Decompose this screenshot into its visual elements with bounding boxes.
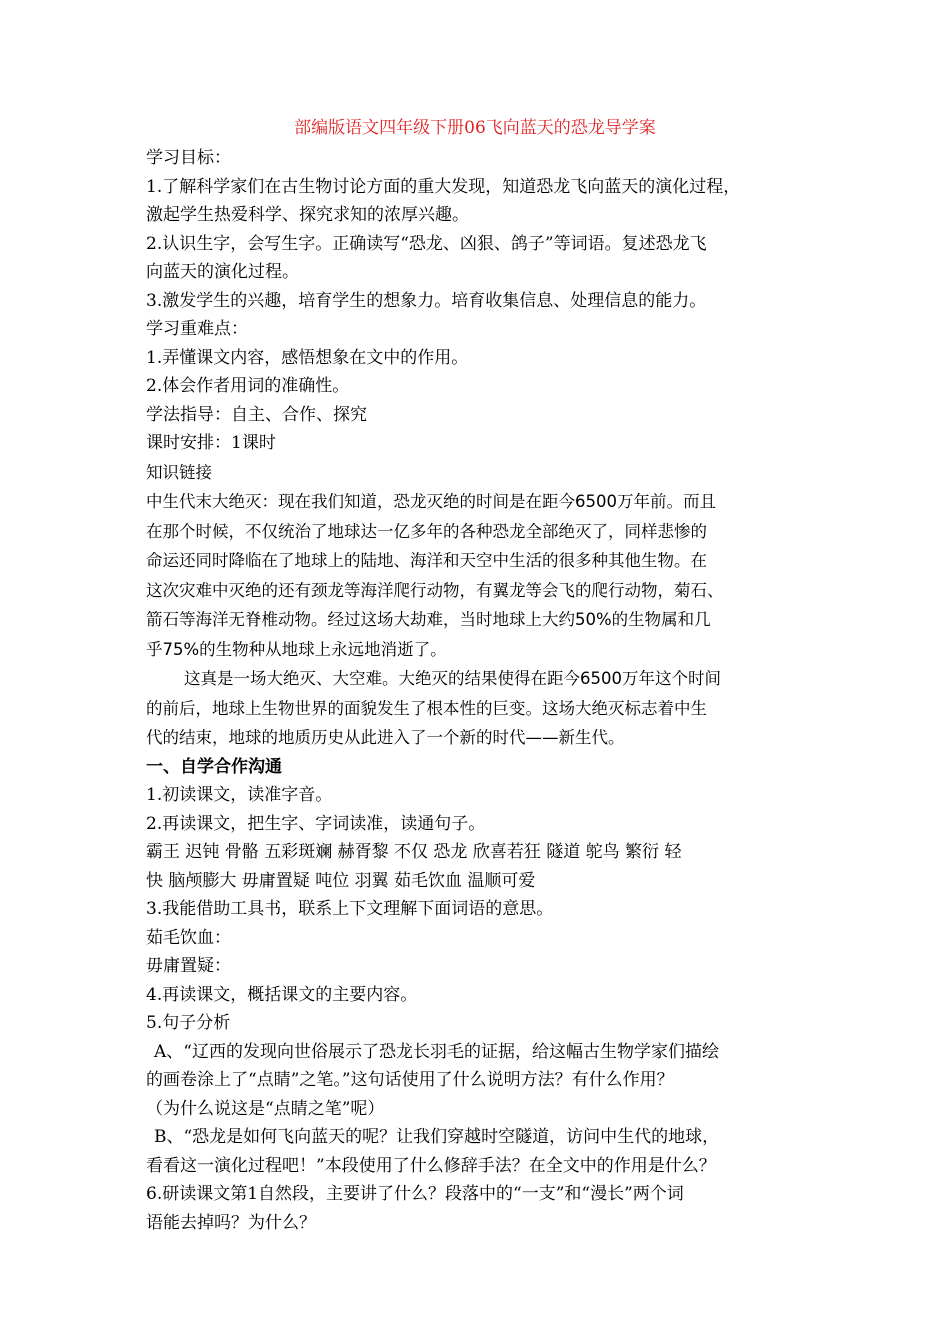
method-line: 学法指导：自主、合作、探究 xyxy=(146,404,367,425)
key-points-heading: 学习重难点： xyxy=(146,319,248,339)
knowledge-line: 中生代末大绝灭：现在我们知道，恐龙灭绝的时间是在距今6500万年前。而且 xyxy=(146,492,716,511)
document-body xyxy=(146,144,818,1237)
knowledge-line: 这真是一场大绝灭、大空难。大绝灭的结果使得在距今6500万年这个时间 xyxy=(184,669,721,688)
knowledge-line: 命运还同时降临在了地球上的陆地、海洋和天空中生活的很多种其他生物。在 xyxy=(146,551,707,570)
objective-line: 2.认识生字，会写生字。正确读写“恐龙、凶狠、鸽子”等词语。复述恐龙飞 xyxy=(146,233,707,254)
objective-line: 3.激发学生的兴趣，培育学生的想象力。培育收集信息、处理信息的能力。 xyxy=(146,290,707,311)
sentence-a-line: 的画卷涂上了“点睛”之笔。”这句话使用了什么说明方法？有什么作用？ xyxy=(146,1070,674,1090)
sentence-a-line: A、“辽西的发现向世俗展示了恐龙长羽毛的证据，给这幅古生物学家们描绘 xyxy=(154,1041,719,1062)
knowledge-line: 乎75%的生物种从地球上永远地消逝了。 xyxy=(146,639,447,659)
vocab-line: 快 脑颅膨大 毋庸置疑 吨位 羽翼 茹毛饮血 温顺可爱 xyxy=(146,870,536,891)
sentence-a-line: （为什么说这是“点睛之笔”呢） xyxy=(146,1098,385,1119)
sentence-b-line: B、“恐龙是如何飞向蓝天的呢？让我们穿越时空隧道，访问中生代的地球， xyxy=(154,1127,720,1147)
knowledge-line: 的前后，地球上生物世界的面貌发生了根本性的巨变。这场大绝灭标志着中生 xyxy=(146,698,707,718)
section1-line: 4.再读课文，概括课文的主要内容。 xyxy=(146,984,418,1005)
objective-line: 向蓝天的演化过程。 xyxy=(146,262,299,282)
term-line: 毋庸置疑： xyxy=(146,956,231,976)
vocab-line: 霸王 迟钝 骨骼 五彩斑斓 赫胥黎 不仅 恐龙 欣喜若狂 隧道 鸵鸟 繁衍 轻 xyxy=(146,842,682,862)
schedule-line: 课时安排：1课时 xyxy=(146,433,276,453)
key-point-line: 2.体会作者用词的准确性。 xyxy=(146,376,350,396)
knowledge-section xyxy=(146,458,818,753)
knowledge-heading: 知识链接 xyxy=(146,462,212,482)
sentence-b-line: 看看这一演化过程吧！”本段使用了什么修辞手法？在全文中的作用是什么？ xyxy=(146,1155,716,1176)
knowledge-line: 在那个时候，不仅统治了地球达一亿多年的各种恐龙全部绝灭了，同样悲惨的 xyxy=(146,521,707,541)
item6-line: 6.研读课文第1自然段，主要讲了什么？段落中的“一支”和“漫长”两个词 xyxy=(146,1184,684,1204)
objectives-heading: 学习目标： xyxy=(146,148,231,168)
item6-line: 语能去掉吗？为什么？ xyxy=(146,1212,316,1233)
objective-line: 激起学生热爱科学、探究求知的浓厚兴趣。 xyxy=(146,205,469,225)
term-line: 茹毛饮血： xyxy=(146,927,231,948)
key-point-line: 1.弄懂课文内容，感悟想象在文中的作用。 xyxy=(146,347,469,368)
section1-line: 3.我能借助工具书，联系上下文理解下面词语的意思。 xyxy=(146,899,554,919)
section1-heading: 一、自学合作沟通 xyxy=(146,756,282,777)
knowledge-line: 代的结束，地球的地质历史从此进入了一个新的时代——新生代。 xyxy=(146,728,625,747)
document-title: 部编版语文四年级下册06飞向蓝天的恐龙导学案 xyxy=(294,118,656,138)
knowledge-line: 这次灾难中灭绝的还有颈龙等海洋爬行动物，有翼龙等会飞的爬行动物，菊石、 xyxy=(146,580,724,600)
section1-line: 1.初读课文，读准字音。 xyxy=(146,785,333,805)
objective-line: 1.了解科学家们在古生物讨论方面的重大发现，知道恐龙飞向蓝天的演化过程， xyxy=(146,176,741,197)
knowledge-line: 箭石等海洋无脊椎动物。经过这场大劫难，当时地球上大约50%的生物属和几 xyxy=(146,610,711,629)
section1-line: 5.句子分析 xyxy=(146,1013,231,1033)
section1-line: 2.再读课文，把生字、字词读准，读通句子。 xyxy=(146,813,486,834)
